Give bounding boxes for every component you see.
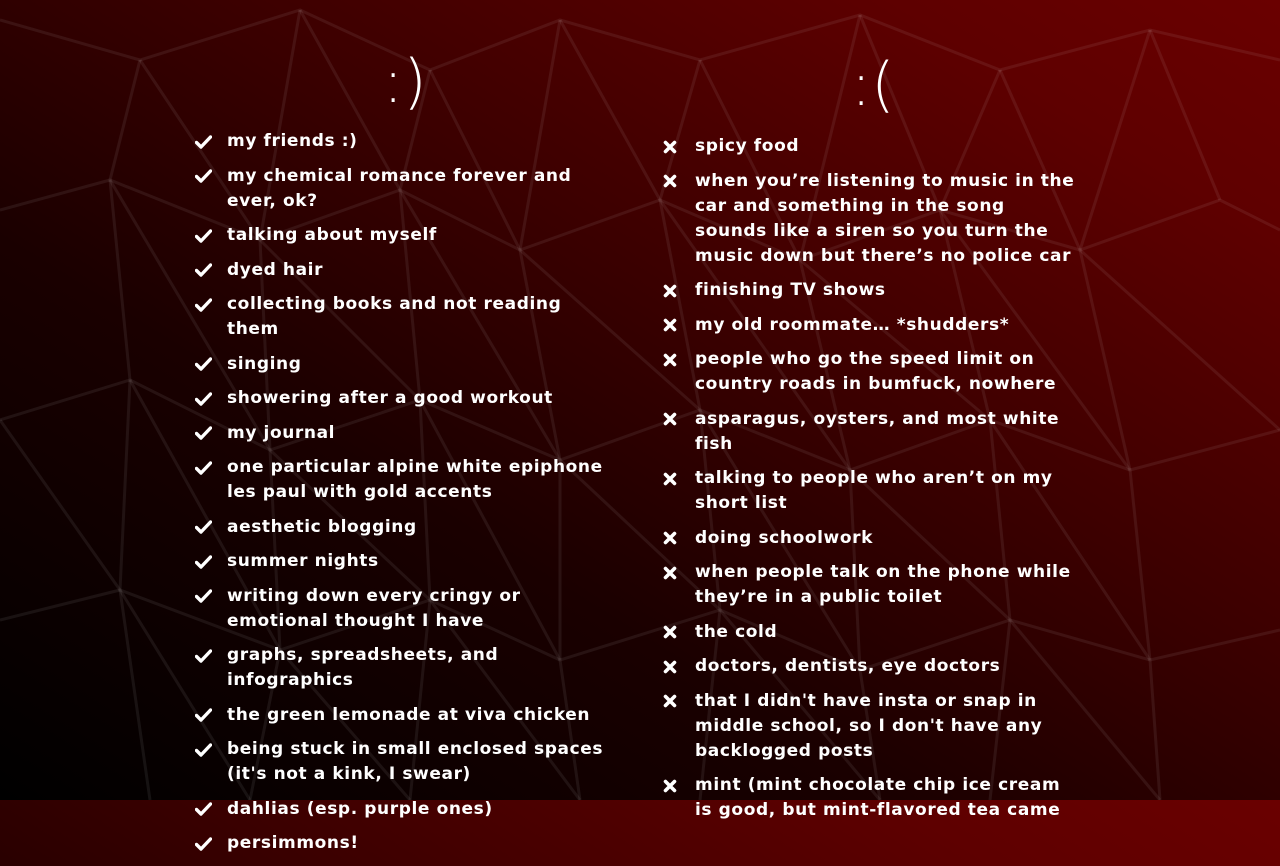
- check-icon: [195, 258, 227, 283]
- dislikes-list-item: [663, 689, 1083, 764]
- happy-face-heading: :): [383, 47, 427, 117]
- likes-item-text: summer nights: [227, 551, 379, 571]
- dislikes-item-text: spicy food: [695, 136, 800, 156]
- x-icon: [663, 278, 695, 303]
- likes-list-item: [195, 129, 605, 154]
- likes-item-text: one particular alpine white epiphone les paul with gold accents: [227, 457, 603, 502]
- check-icon: [195, 455, 227, 480]
- x-icon: [663, 773, 695, 798]
- x-icon: [663, 526, 695, 551]
- dislikes-list-item: [663, 654, 1083, 679]
- check-icon: [195, 703, 227, 728]
- dislikes-item-text: that I didn't have insta or snap in middle school, so I don't have any backlogged posts: [695, 690, 1043, 761]
- likes-list-item: [195, 223, 605, 248]
- dislikes-item-text: when you’re listening to music in the car and something in the song sounds like a siren so you turn the music down but there’s no police car: [695, 170, 1075, 266]
- x-icon: [663, 134, 695, 159]
- check-icon: [195, 386, 227, 411]
- dislikes-list-item: [663, 134, 1083, 159]
- likes-list-item: [195, 643, 605, 693]
- check-icon: [195, 352, 227, 377]
- dislikes-item-text: doctors, dentists, eye doctors: [695, 656, 1001, 676]
- dislikes-item-text: talking to people who aren’t on my short list: [695, 468, 1053, 513]
- x-icon: [663, 689, 695, 714]
- dislikes-item-text: finishing TV shows: [695, 280, 886, 300]
- likes-item-text: talking about myself: [227, 225, 437, 245]
- likes-item-text: graphs, spreadsheets, and infographics: [227, 645, 499, 690]
- dislikes-item-text: my old roommate… *shudders*: [695, 314, 1010, 335]
- likes-item-text: writing down every cringy or emotional thought I have: [227, 585, 521, 631]
- likes-list: [195, 129, 605, 866]
- likes-item-text: showering after a good workout: [227, 388, 553, 408]
- dislikes-item-text: when people talk on the phone while they’re in a public toilet: [695, 562, 1071, 607]
- check-icon: [195, 129, 227, 154]
- check-icon: [195, 549, 227, 574]
- dislikes-list-item: [663, 560, 1083, 610]
- likes-list-item: [195, 455, 605, 505]
- check-icon: [195, 584, 227, 609]
- likes-item-text: my journal: [227, 422, 336, 443]
- dislikes-list-item: [663, 169, 1083, 269]
- dislikes-item-text: mint (mint chocolate chip ice cream is good, but mint-flavored tea came: [695, 775, 1061, 820]
- likes-item-text: persimmons!: [227, 833, 359, 853]
- check-icon: [195, 292, 227, 317]
- likes-item-text: singing: [227, 353, 302, 374]
- x-icon: [663, 313, 695, 338]
- dislikes-list-item: [663, 347, 1083, 397]
- dislikes-list-item: [663, 466, 1083, 516]
- dislikes-item-text: asparagus, oysters, and most white fish: [695, 408, 1060, 454]
- check-icon: [195, 515, 227, 540]
- dislikes-item-text: doing schoolwork: [695, 527, 874, 548]
- likes-item-text: collecting books and not reading them: [227, 294, 562, 339]
- likes-list-item: [195, 549, 605, 574]
- likes-list-item: [195, 421, 605, 446]
- dislikes-list: [663, 134, 1083, 833]
- check-icon: [195, 643, 227, 668]
- likes-item-text: my chemical romance forever and ever, ok?: [227, 165, 572, 211]
- check-icon: [195, 737, 227, 762]
- likes-list-item: [195, 515, 605, 540]
- likes-list-item: [195, 737, 605, 787]
- likes-item-text: dyed hair: [227, 259, 324, 280]
- likes-list-item: [195, 352, 605, 377]
- dislikes-item-text: people who go the speed limit on country roads in bumfuck, nowhere: [695, 349, 1057, 394]
- likes-list-item: [195, 703, 605, 728]
- check-icon: [195, 831, 227, 856]
- dislikes-list-item: [663, 773, 1083, 823]
- likes-list-item: [195, 584, 605, 634]
- x-icon: [663, 347, 695, 372]
- likes-list-item: [195, 164, 605, 214]
- check-icon: [195, 164, 227, 189]
- likes-item-text: my friends :): [227, 131, 358, 151]
- x-icon: [663, 407, 695, 432]
- dislikes-item-text: the cold: [695, 621, 778, 642]
- likes-list-item: [195, 797, 605, 822]
- x-icon: [663, 654, 695, 679]
- likes-list-item: [195, 386, 605, 411]
- likes-item-text: aesthetic blogging: [227, 516, 417, 537]
- likes-item-text: the green lemonade at viva chicken: [227, 704, 591, 725]
- dislikes-list-item: [663, 407, 1083, 457]
- check-icon: [195, 797, 227, 822]
- likes-list-item: [195, 831, 605, 856]
- x-icon: [663, 620, 695, 645]
- dislikes-list-item: [663, 313, 1083, 338]
- x-icon: [663, 169, 695, 194]
- likes-list-item: [195, 258, 605, 283]
- likes-item-text: being stuck in small enclosed spaces (it's not a kink, I swear): [227, 739, 604, 784]
- likes-item-text: dahlias (esp. purple ones): [227, 798, 493, 819]
- x-icon: [663, 466, 695, 491]
- x-icon: [663, 560, 695, 585]
- likes-list-item: [195, 292, 605, 342]
- sad-face-heading: :(: [851, 50, 895, 120]
- check-icon: [195, 421, 227, 446]
- dislikes-list-item: [663, 278, 1083, 303]
- dislikes-list-item: [663, 620, 1083, 645]
- check-icon: [195, 223, 227, 248]
- dislikes-list-item: [663, 526, 1083, 551]
